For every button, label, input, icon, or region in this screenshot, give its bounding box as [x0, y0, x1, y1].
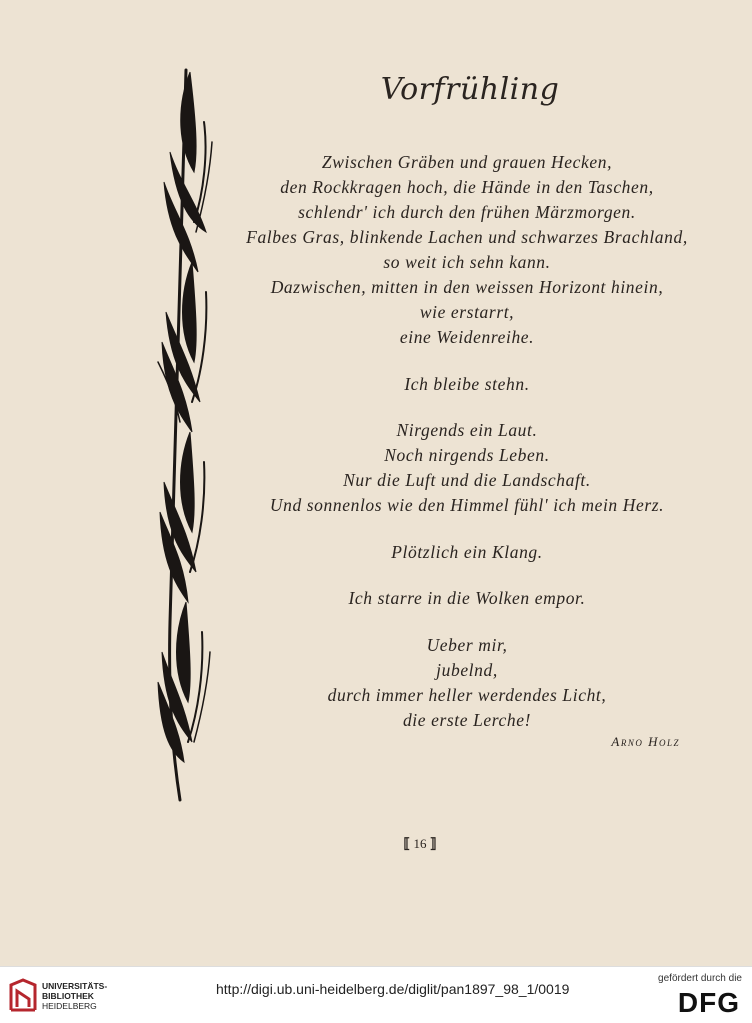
poem-line: Nirgends ein Laut.: [396, 420, 538, 440]
stanza: [232, 586, 702, 611]
poem-line: Nur die Luft und die Landschaft.: [343, 470, 591, 490]
stanza: [232, 633, 702, 733]
university-library-logo-icon[interactable]: [8, 977, 38, 1013]
poem-line: Plötzlich ein Klang.: [391, 541, 543, 562]
viewer-footer: [0, 966, 752, 1023]
poem-line: den Rockkragen hoch, die Hände in den Taschen,: [280, 177, 654, 197]
stanza: [232, 418, 702, 518]
poem-line: Falbes Gras, blinkende Lachen und schwarzes Brachland,: [246, 227, 688, 247]
library-name-line: UNIVERSITÄTS-: [42, 981, 108, 991]
stanza: [232, 540, 702, 565]
stanza: [232, 372, 702, 397]
poem-line: die erste Lerche!: [402, 709, 532, 730]
poem-line: Und sonnenlos wie den Himmel fühl' ich mein Herz.: [269, 495, 665, 515]
poem-line: Dazwischen, mitten in den weissen Horizont hinein,: [270, 277, 664, 297]
library-name-line: BIBLIOTHEK: [42, 991, 94, 1001]
poem-line: durch immer heller werdendes Licht,: [327, 684, 607, 705]
poem-line: Ich starre in die Wolken empor.: [348, 588, 586, 608]
dfg-logo[interactable]: DFG: [677, 987, 740, 1018]
poem-line: Zwischen Gräben und grauen Hecken,: [321, 152, 613, 172]
poem-title: Vorfrühling: [380, 72, 560, 107]
poem-line: Ich bleibe stehn.: [404, 373, 530, 394]
bracket-right-icon: ⟧: [429, 837, 437, 852]
library-name-line: HEIDELBERG: [42, 1001, 97, 1011]
page-number-value: 16: [413, 836, 427, 851]
funding-label: gefördert durch die: [658, 973, 742, 984]
poem-line: eine Weidenreihe.: [399, 327, 535, 347]
wheat-stalk-ornament: [150, 62, 220, 807]
poem-body: [232, 150, 702, 754]
permalink-url[interactable]: http://digi.ub.uni-heidelberg.de/diglit/pan1897_98_1/0019: [216, 981, 570, 997]
library-name: [42, 981, 107, 1011]
poem-line: Noch nirgends Leben.: [384, 445, 550, 465]
poem-author: Arno Holz: [611, 734, 680, 749]
poem-line: jubelnd,: [436, 659, 498, 680]
stanza: [232, 150, 702, 350]
poem-line: so weit ich sehn kann.: [383, 252, 551, 272]
page-number: [380, 836, 460, 853]
bracket-left-icon: ⟦: [403, 837, 411, 852]
poem-line: schlendr' ich durch den frühen Märzmorgen.: [298, 202, 636, 222]
poem-line: Ueber mir,: [426, 634, 508, 655]
poem-line: wie erstarrt,: [419, 302, 515, 322]
